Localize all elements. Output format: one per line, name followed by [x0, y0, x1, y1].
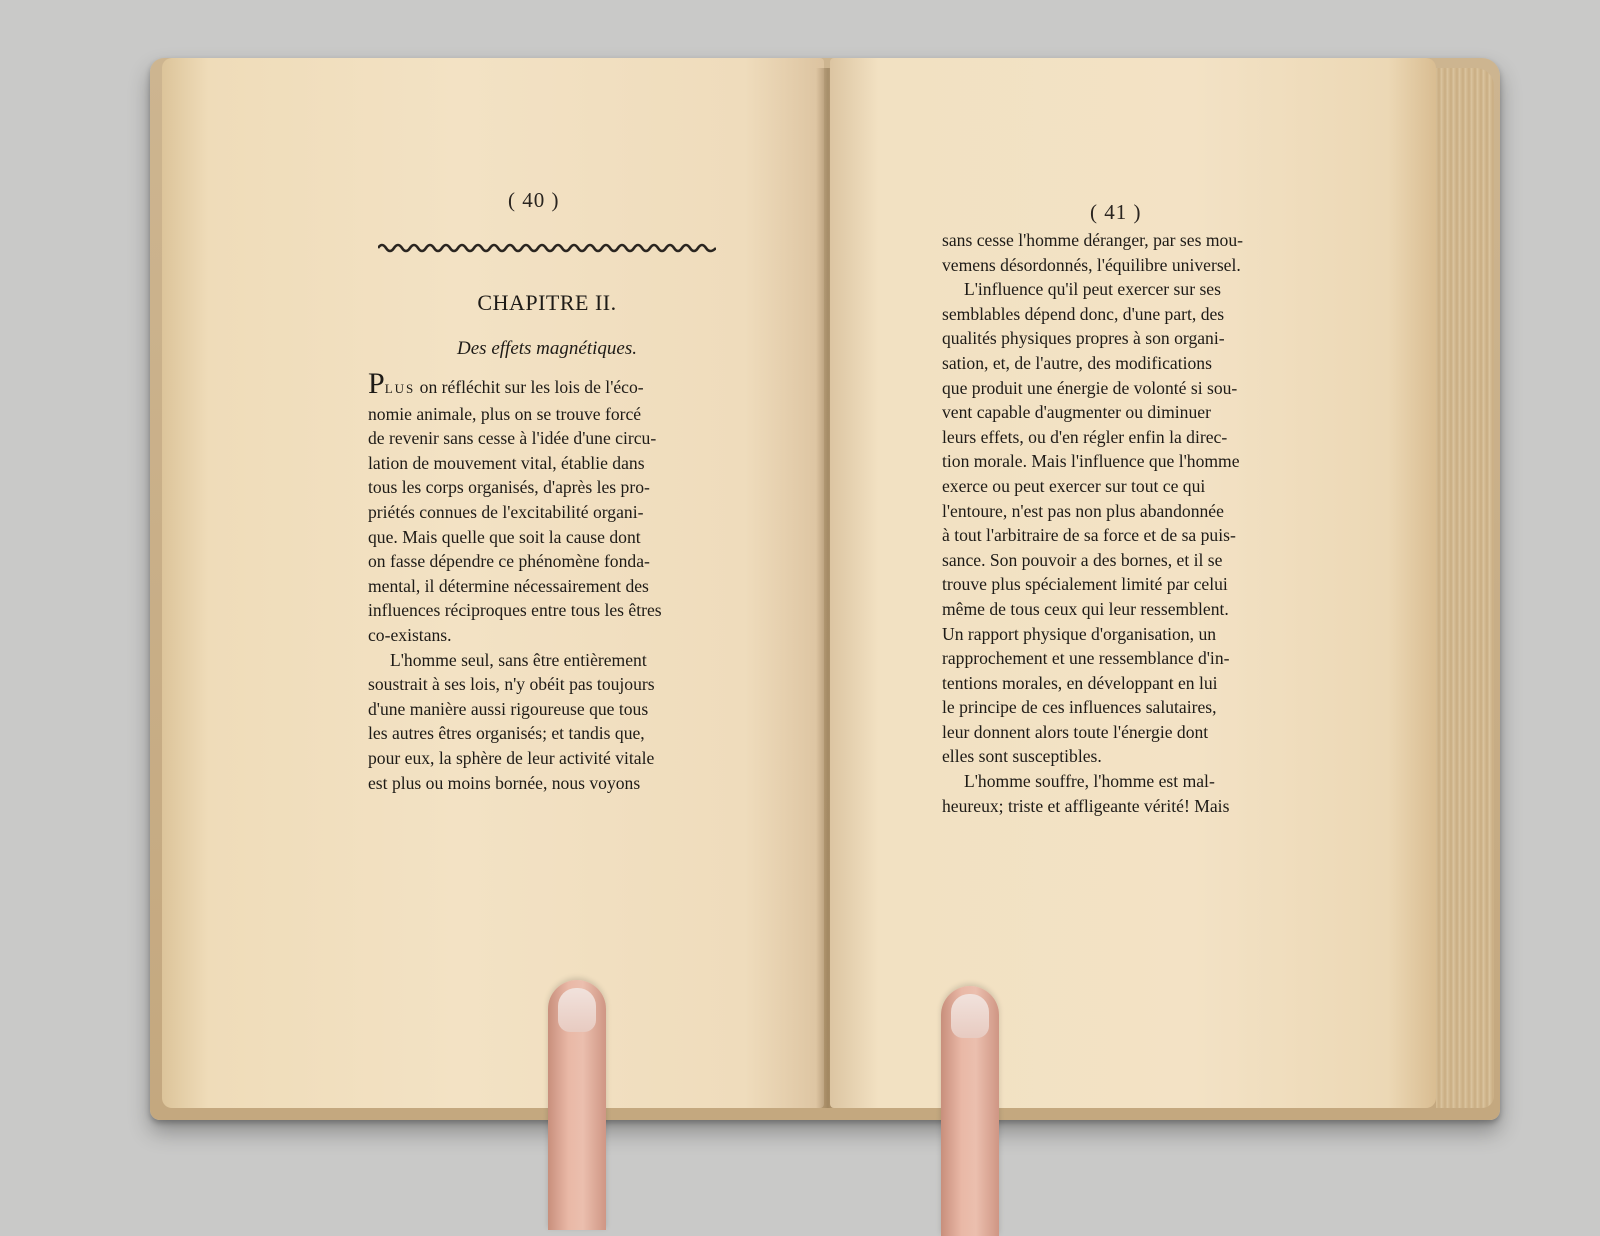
text-line: vemens désordonnés, l'équilibre universel. — [942, 254, 1241, 275]
right-finger — [941, 986, 999, 1236]
text-line: mental, il détermine nécessairement des — [368, 575, 649, 596]
text-line: heureux; triste et affligeante vérité! Mais — [942, 795, 1230, 816]
text-line: sance. Son pouvoir a des bornes, et il se — [942, 549, 1223, 570]
text-line: vent capable d'augmenter ou diminuer — [942, 402, 1211, 423]
small-caps: LUS — [384, 381, 416, 396]
text-line: pour eux, la sphère de leur activité vitale — [368, 747, 655, 768]
open-book — [150, 58, 1500, 1120]
text-line: de revenir sans cesse à l'idée d'une circu- — [368, 428, 657, 449]
text-line: même de tous ceux qui leur ressemblent. — [942, 598, 1229, 619]
text-line: priétés connues de l'excitabilité organi- — [368, 501, 644, 522]
text-line: que. Mais quelle que soit la cause dont — [368, 526, 641, 547]
text-line: sation, et, de l'autre, des modifications — [942, 352, 1212, 373]
text-line: à tout l'arbitraire de sa force et de sa puis- — [942, 525, 1236, 546]
page-edges — [1436, 68, 1494, 1108]
text-line: L'homme souffre, l'homme est mal- — [964, 771, 1215, 792]
text-line: leur donnent alors toute l'énergie dont — [942, 721, 1209, 742]
drop-cap: P — [368, 367, 385, 400]
text-line: Un rapport physique d'organisation, un — [942, 623, 1217, 644]
left-page — [162, 58, 824, 1108]
text-line: les autres êtres organisés; et tandis que, — [368, 723, 645, 744]
text-line: tion morale. Mais l'influence que l'homme — [942, 451, 1240, 472]
text-line: L'influence qu'il peut exercer sur ses — [964, 279, 1221, 300]
text-line: soustrait à ses lois, n'y obéit pas toujours — [368, 674, 655, 695]
text-line: nomie animale, plus on se trouve forcé — [368, 403, 642, 424]
text-line: elles sont susceptibles. — [942, 746, 1102, 767]
text-line: leurs effets, ou d'en régler enfin la direc- — [942, 426, 1228, 447]
text-line: co-existans. — [368, 624, 452, 645]
fingernail — [951, 994, 989, 1038]
right-page-text — [942, 228, 1272, 818]
text-line: rapprochement et une ressemblance d'in- — [942, 648, 1230, 669]
text-line: est plus ou moins bornée, nous voyons — [368, 772, 641, 793]
page-number-right: ( 41 ) — [1090, 200, 1142, 224]
text-line: semblables dépend donc, d'une part, des — [942, 303, 1225, 324]
fingernail — [558, 988, 596, 1032]
chapter-subtitle: Des effets magnétiques. — [457, 338, 637, 359]
text-line: tentions morales, en développant en lui — [942, 672, 1218, 693]
chapter-title: CHAPITRE II. — [477, 290, 617, 315]
text-line: d'une manière aussi rigoureuse que tous — [368, 698, 649, 719]
right-page — [830, 58, 1436, 1108]
text-line: lation de mouvement vital, établie dans — [368, 452, 645, 473]
text-line: trouve plus spécialement limité par celui — [942, 574, 1228, 595]
text-line: sans cesse l'homme déranger, par ses mou- — [942, 230, 1243, 250]
text-line: qualités physiques propres à son organi- — [942, 328, 1225, 349]
text-line: l'entoure, n'est pas non plus abandonnée — [942, 500, 1224, 521]
wavy-rule-ornament — [378, 242, 716, 254]
text-line: le principe de ces influences salutaires, — [942, 697, 1217, 718]
text-line: PLUS on réfléchit sur les lois de l'éco- — [368, 367, 644, 400]
text-line: exerce ou peut exercer sur tout ce qui — [942, 475, 1206, 496]
left-page-text — [368, 367, 704, 795]
text-line: tous les corps organisés, d'après les pro- — [368, 477, 650, 498]
left-finger — [548, 980, 606, 1230]
text-line: L'homme seul, sans être entièrement — [390, 649, 647, 670]
text-line: influences réciproques entre tous les êtres — [368, 600, 662, 621]
text-line: que produit une énergie de volonté si sou- — [942, 377, 1238, 398]
page-number-left: ( 40 ) — [508, 188, 560, 212]
text-line: on fasse dépendre ce phénomène fonda- — [368, 551, 650, 572]
